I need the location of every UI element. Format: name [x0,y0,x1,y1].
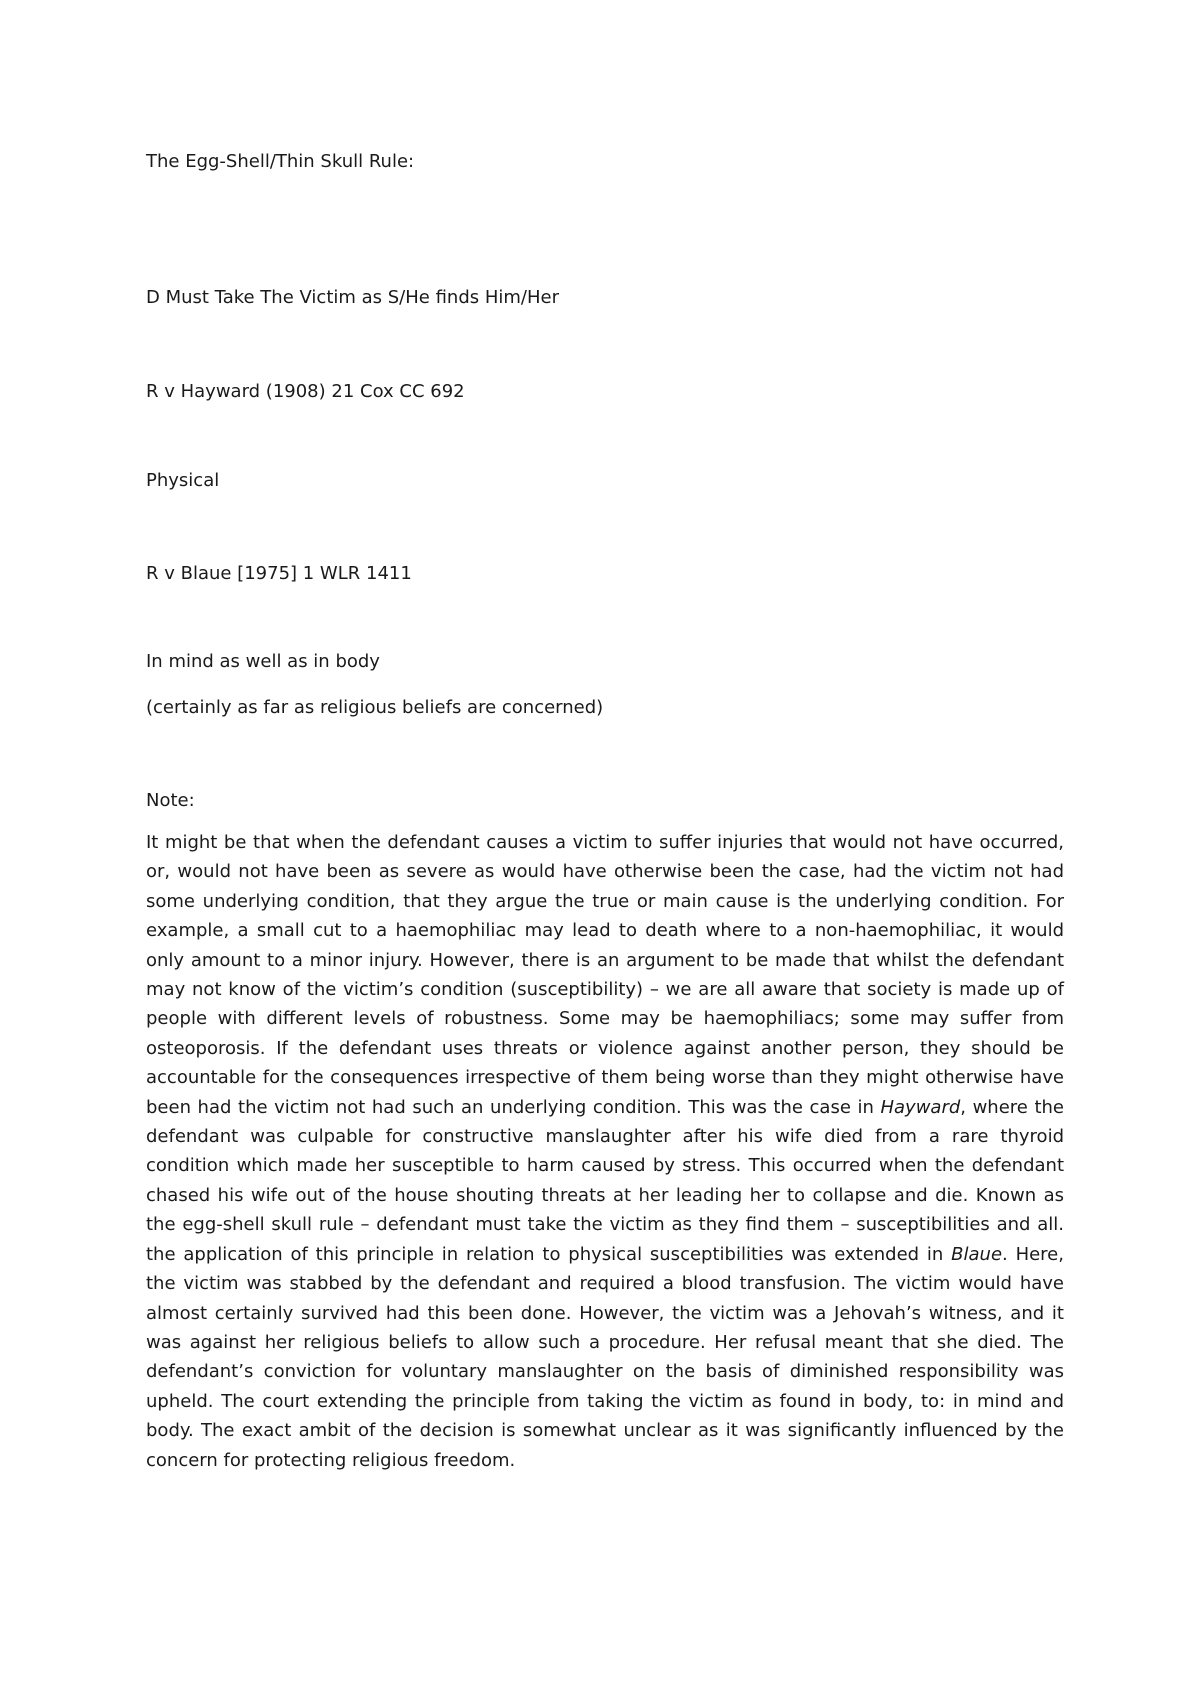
case-name-hayward: Hayward [880,1096,961,1118]
case-citation-blaue: R v Blaue [1975] 1 WLR 1411 [146,563,412,584]
case-note-religious: (certainly as far as religious beliefs are concerned) [146,697,604,718]
note-label: Note: [146,790,195,811]
note-paragraph [146,828,1064,1475]
case-citation-hayward: R v Hayward (1908) 21 Cox CC 692 [146,381,465,402]
paragraph-part-1: It might be that when the defendant causes a victim to suffer injuries that would not have occurred, or, would not have been as severe as would have otherwise been the case, had the victim not had some underlying condition, that they argue the true or main cause is the underlying condition. For example, a small cut to a haemophiliac may lead to death where to a non-haemophiliac, it would only amount to a minor injury. However, there is an argument to be made that whilst the defendant may not know of the victim’s condition (susceptibility) – we are all aware that society is made up of people with different levels of robustness. Some may be haemophiliacs; some may suffer from osteoporosis. If the defendant uses threats or violence against another person, they should be accountable for the consequences irrespective of them being worse than they might otherwise have been had the victim not had such an underlying condition. This was the case in [146,832,1064,1118]
paragraph-part-3: . Here, the victim was stabbed by the defendant and required a blood transfusion. The victim would have almost certainly survived had this been done. However, the victim was a Jehovah’s witness, and it was against her religious beliefs to allow such a procedure. Her refusal meant that she died. The defendant’s conviction for voluntary manslaughter on the basis of diminished responsibility was upheld. The court extending the principle from taking the victim as found in body, to: in mind and body. The exact ambit of the decision is somewhat unclear as it was significantly influenced by the concern for protecting religious freedom. [146,1243,1064,1471]
principle-statement: D Must Take The Victim as S/He finds Him/Her [146,287,559,308]
case-note-mind-body: In mind as well as in body [146,651,380,672]
paragraph-part-2: , where the defendant was culpable for constructive manslaughter after his wife died from a rare thyroid condition which made her susceptible to harm caused by stress. This occurred when the defendant chased his wife out of the house shouting threats at her leading her to collapse and die. Known as the egg-shell skull rule – defendant must take the victim as they find them – susceptibilities and all. the application of this principle in relation to physical susceptibilities was extended in [146,1096,1064,1265]
case-note-physical: Physical [146,470,220,491]
document-heading: The Egg-Shell/Thin Skull Rule: [146,151,415,172]
case-name-blaue: Blaue [951,1243,1003,1265]
